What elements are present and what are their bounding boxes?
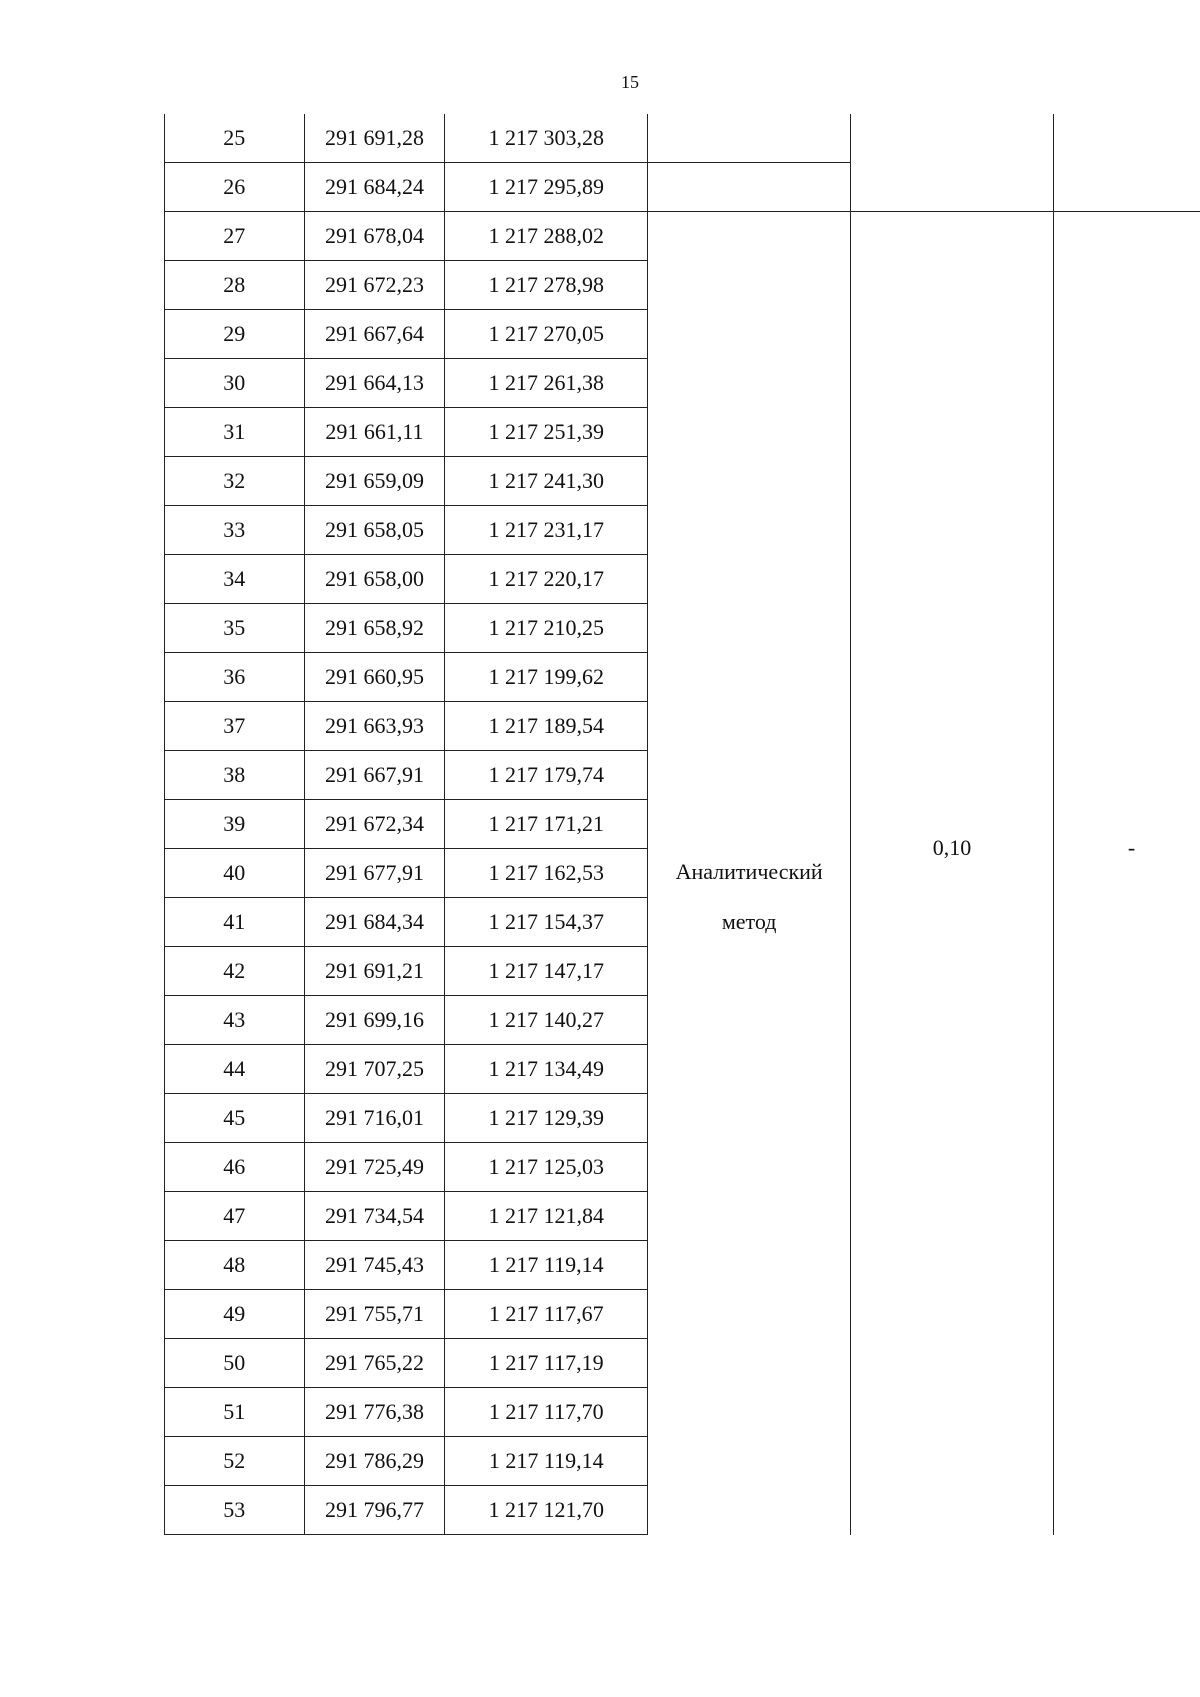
y-coordinate-cell: 1 217 171,21	[445, 800, 648, 849]
x-coordinate-cell: 291 734,54	[304, 1192, 445, 1241]
point-number-cell: 51	[165, 1388, 305, 1437]
y-coordinate-cell: 1 217 303,28	[445, 114, 648, 163]
y-coordinate-cell: 1 217 210,25	[445, 604, 648, 653]
y-coordinate-cell: 1 217 220,17	[445, 555, 648, 604]
x-coordinate-cell: 291 755,71	[304, 1290, 445, 1339]
point-number-cell: 46	[165, 1143, 305, 1192]
y-coordinate-cell: 1 217 121,70	[445, 1486, 648, 1535]
point-number-cell: 37	[165, 702, 305, 751]
point-number-cell: 34	[165, 555, 305, 604]
accuracy-cell: 0,10	[851, 212, 1054, 1535]
page-number: 15	[621, 72, 639, 92]
y-coordinate-cell: 1 217 189,54	[445, 702, 648, 751]
x-coordinate-cell: 291 661,11	[304, 408, 445, 457]
extra-cell-empty	[1053, 114, 1200, 212]
y-coordinate-cell: 1 217 140,27	[445, 996, 648, 1045]
point-number-cell: 27	[165, 212, 305, 261]
x-coordinate-cell: 291 684,24	[304, 163, 445, 212]
point-number-cell: 38	[165, 751, 305, 800]
point-number-cell: 45	[165, 1094, 305, 1143]
y-coordinate-cell: 1 217 117,67	[445, 1290, 648, 1339]
accuracy-cell-empty	[851, 114, 1054, 212]
x-coordinate-cell: 291 776,38	[304, 1388, 445, 1437]
point-number-cell: 47	[165, 1192, 305, 1241]
point-number-cell: 30	[165, 359, 305, 408]
y-coordinate-cell: 1 217 162,53	[445, 849, 648, 898]
y-coordinate-cell: 1 217 241,30	[445, 457, 648, 506]
point-number-cell: 53	[165, 1486, 305, 1535]
x-coordinate-cell: 291 659,09	[304, 457, 445, 506]
point-number-cell: 35	[165, 604, 305, 653]
y-coordinate-cell: 1 217 121,84	[445, 1192, 648, 1241]
x-coordinate-cell: 291 672,23	[304, 261, 445, 310]
y-coordinate-cell: 1 217 295,89	[445, 163, 648, 212]
x-coordinate-cell: 291 677,91	[304, 849, 445, 898]
x-coordinate-cell: 291 667,64	[304, 310, 445, 359]
method-cell-empty	[648, 114, 851, 163]
x-coordinate-cell: 291 658,05	[304, 506, 445, 555]
y-coordinate-cell: 1 217 129,39	[445, 1094, 648, 1143]
x-coordinate-cell: 291 699,16	[304, 996, 445, 1045]
point-number-cell: 39	[165, 800, 305, 849]
point-number-cell: 31	[165, 408, 305, 457]
x-coordinate-cell: 291 678,04	[304, 212, 445, 261]
point-number-cell: 52	[165, 1437, 305, 1486]
method-cell	[648, 212, 851, 1535]
table-row	[165, 114, 1200, 163]
method-label: Аналитический метод	[675, 859, 823, 935]
y-coordinate-cell: 1 217 125,03	[445, 1143, 648, 1192]
x-coordinate-cell: 291 765,22	[304, 1339, 445, 1388]
point-number-cell: 48	[165, 1241, 305, 1290]
coordinates-table	[164, 114, 1200, 1535]
point-number-cell: 26	[165, 163, 305, 212]
point-number-cell: 36	[165, 653, 305, 702]
y-coordinate-cell: 1 217 117,70	[445, 1388, 648, 1437]
y-coordinate-cell: 1 217 278,98	[445, 261, 648, 310]
x-coordinate-cell: 291 707,25	[304, 1045, 445, 1094]
x-coordinate-cell: 291 667,91	[304, 751, 445, 800]
point-number-cell: 42	[165, 947, 305, 996]
x-coordinate-cell: 291 725,49	[304, 1143, 445, 1192]
y-coordinate-cell: 1 217 261,38	[445, 359, 648, 408]
y-coordinate-cell: 1 217 154,37	[445, 898, 648, 947]
x-coordinate-cell: 291 684,34	[304, 898, 445, 947]
y-coordinate-cell: 1 217 251,39	[445, 408, 648, 457]
y-coordinate-cell: 1 217 134,49	[445, 1045, 648, 1094]
x-coordinate-cell: 291 691,28	[304, 114, 445, 163]
x-coordinate-cell: 291 691,21	[304, 947, 445, 996]
x-coordinate-cell: 291 663,93	[304, 702, 445, 751]
y-coordinate-cell: 1 217 199,62	[445, 653, 648, 702]
y-coordinate-cell: 1 217 288,02	[445, 212, 648, 261]
point-number-cell: 25	[165, 114, 305, 163]
point-number-cell: 32	[165, 457, 305, 506]
coordinates-table-body	[165, 114, 1200, 1535]
point-number-cell: 29	[165, 310, 305, 359]
point-number-cell: 33	[165, 506, 305, 555]
point-number-cell: 28	[165, 261, 305, 310]
x-coordinate-cell: 291 745,43	[304, 1241, 445, 1290]
y-coordinate-cell: 1 217 119,14	[445, 1437, 648, 1486]
method-cell-empty	[648, 163, 851, 212]
extra-cell: -	[1053, 212, 1200, 1535]
point-number-cell: 41	[165, 898, 305, 947]
x-coordinate-cell: 291 672,34	[304, 800, 445, 849]
point-number-cell: 44	[165, 1045, 305, 1094]
table-row	[165, 212, 1200, 261]
x-coordinate-cell: 291 658,92	[304, 604, 445, 653]
x-coordinate-cell: 291 660,95	[304, 653, 445, 702]
point-number-cell: 49	[165, 1290, 305, 1339]
y-coordinate-cell: 1 217 179,74	[445, 751, 648, 800]
x-coordinate-cell: 291 796,77	[304, 1486, 445, 1535]
y-coordinate-cell: 1 217 270,05	[445, 310, 648, 359]
y-coordinate-cell: 1 217 117,19	[445, 1339, 648, 1388]
x-coordinate-cell: 291 658,00	[304, 555, 445, 604]
x-coordinate-cell: 291 716,01	[304, 1094, 445, 1143]
point-number-cell: 40	[165, 849, 305, 898]
y-coordinate-cell: 1 217 231,17	[445, 506, 648, 555]
point-number-cell: 50	[165, 1339, 305, 1388]
point-number-cell: 43	[165, 996, 305, 1045]
y-coordinate-cell: 1 217 119,14	[445, 1241, 648, 1290]
x-coordinate-cell: 291 786,29	[304, 1437, 445, 1486]
y-coordinate-cell: 1 217 147,17	[445, 947, 648, 996]
x-coordinate-cell: 291 664,13	[304, 359, 445, 408]
